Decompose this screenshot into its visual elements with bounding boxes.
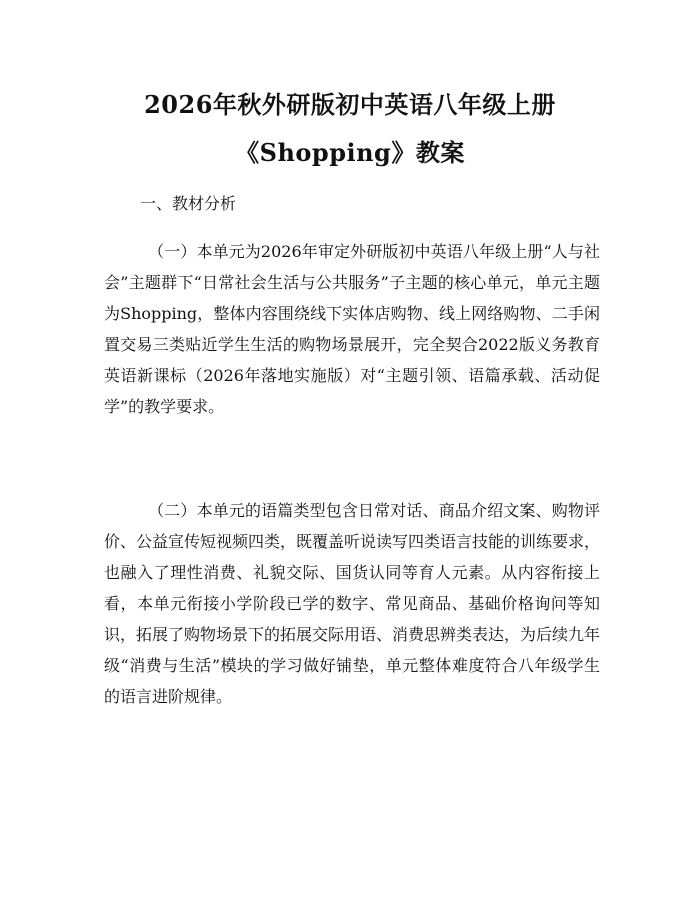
paragraph-1	[104, 236, 600, 422]
document-title-line-1: 2026年秋外研版初中英语八年级上册	[144, 90, 556, 119]
paragraph-2-text: （二）本单元的语篇类型包含日常对话、商品介绍文案、购物评价、公益宣传短视频四类，既覆盖听说读写四类语言技能的训练要求，也融入了理性消费、礼貌交际、国货认同等育人元素。从内容衔接上看，本单元衔接小学阶段已学的数字、常见商品、基础价格询问等知识，拓展了购物场景下的拓展交际用语、消费思辨类表达，为后续九年级“消费与生活”模块的学习做好铺垫，单元整体难度符合八年级学生的语言进阶规律。	[104, 501, 601, 706]
paragraph-2	[104, 495, 600, 712]
document-title-line-2: 《Shopping》教案	[235, 138, 465, 167]
paragraph-1-text: （一）本单元为2026年审定外研版初中英语八年级上册“人与社会”主题群下“日常社会生活与公共服务”子主题的核心单元，单元主题为Shopping，整体内容围绕线下实体店购物、线上网络购物、二手闲置交易三类贴近学生生活的购物场景展开，完全契合2022版义务教育英语新课标（2026年落地实施版）对“主题引领、语篇承载、活动促学”的教学要求。	[104, 242, 600, 416]
section-heading-textbook-analysis: 一、教材分析	[140, 194, 237, 213]
